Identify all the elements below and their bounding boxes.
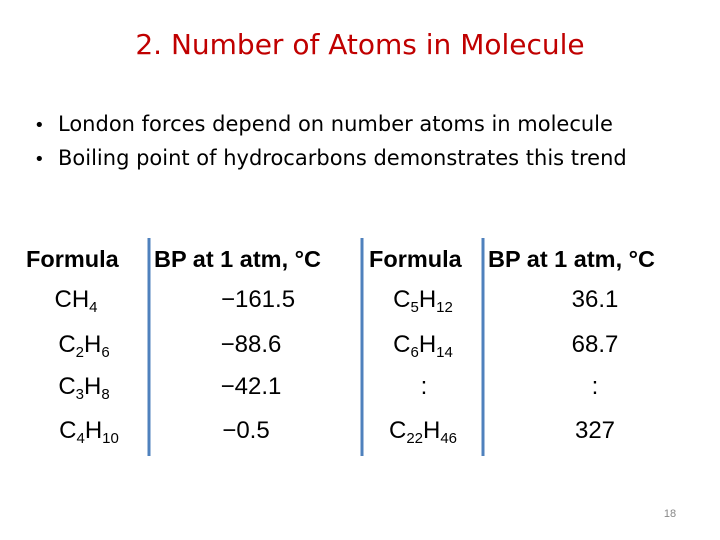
bp-cell: : bbox=[591, 373, 599, 400]
formula-cell: $C_{22}H_{46}$ bbox=[388, 417, 458, 447]
bp-cell: −88.6 bbox=[220, 331, 282, 358]
column-header-formula: Formula bbox=[26, 246, 119, 272]
bullet-item bbox=[34, 108, 714, 142]
formula-cell: $CH_4$ bbox=[54, 286, 98, 316]
bullet-text: London forces depend on number atoms in molecule bbox=[58, 112, 613, 136]
page-number: 18 bbox=[663, 508, 677, 520]
bullet-text: Boiling point of hydrocarbons demonstrates this trend bbox=[58, 146, 627, 170]
bp-cell: −161.5 bbox=[220, 286, 296, 313]
bp-cell: −42.1 bbox=[220, 373, 282, 400]
bullet-item bbox=[34, 142, 714, 176]
slide-title: 2. Number of Atoms in Molecule bbox=[135, 28, 585, 61]
bullet-dot-icon: • bbox=[34, 115, 45, 136]
formula-cell: $C_3H_8$ bbox=[58, 373, 110, 403]
bp-cell: 36.1 bbox=[571, 286, 619, 313]
bullet-list bbox=[34, 108, 714, 176]
column-header-bp: BP at 1 atm, °C bbox=[488, 246, 655, 272]
bp-cell: 327 bbox=[574, 417, 616, 444]
formula-cell: $C_5H_{12}$ bbox=[393, 286, 453, 316]
boiling-point-table bbox=[26, 238, 698, 456]
bullet-dot-icon: • bbox=[34, 149, 45, 170]
formula-cell: $C_4H_{10}$ bbox=[59, 417, 119, 447]
formula-cell: $C_2H_6$ bbox=[58, 331, 110, 361]
bp-cell: −0.5 bbox=[222, 417, 270, 444]
column-header-formula: Formula bbox=[369, 246, 462, 272]
formula-cell: : bbox=[420, 373, 428, 400]
bp-cell: 68.7 bbox=[571, 331, 619, 358]
column-header-bp: BP at 1 atm, °C bbox=[154, 246, 321, 272]
formula-cell: $C_6H_{14}$ bbox=[393, 331, 453, 361]
